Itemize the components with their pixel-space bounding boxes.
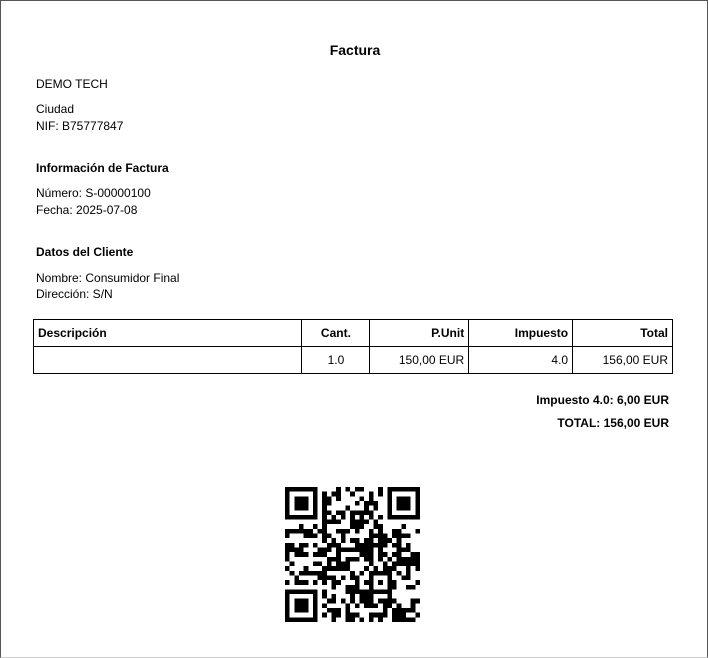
col-total: Total (573, 320, 673, 347)
qr-code-icon (285, 487, 420, 622)
customer-address: Dirección: S/N (36, 287, 113, 301)
company-city: Ciudad (36, 102, 75, 116)
customer-heading: Datos del Cliente (36, 245, 134, 259)
company-name: DEMO TECH (36, 77, 108, 91)
table-row (34, 347, 673, 374)
cell-tax: 4.0 (469, 347, 573, 374)
items-table (33, 319, 673, 374)
document-title: Factura (329, 42, 381, 58)
cell-quantity: 1.0 (302, 347, 370, 374)
cell-total: 156,00 EUR (573, 347, 673, 374)
col-description: Descripción (34, 320, 302, 347)
col-unit-price: P.Unit (370, 320, 469, 347)
customer-name: Nombre: Consumidor Final (36, 271, 180, 285)
company-nif: NIF: B75777847 (36, 119, 124, 133)
invoice-number: Número: S-00000100 (36, 186, 151, 200)
cell-description (34, 347, 302, 374)
tax-summary: Impuesto 4.0: 6,00 EUR (536, 393, 669, 407)
invoice-date: Fecha: 2025-07-08 (36, 203, 138, 217)
col-quantity: Cant. (302, 320, 370, 347)
total-summary: TOTAL: 156,00 EUR (557, 416, 669, 430)
col-tax: Impuesto (469, 320, 573, 347)
cell-unit-price: 150,00 EUR (370, 347, 469, 374)
invoice-info-heading: Información de Factura (36, 161, 169, 175)
table-header-row (34, 320, 673, 347)
